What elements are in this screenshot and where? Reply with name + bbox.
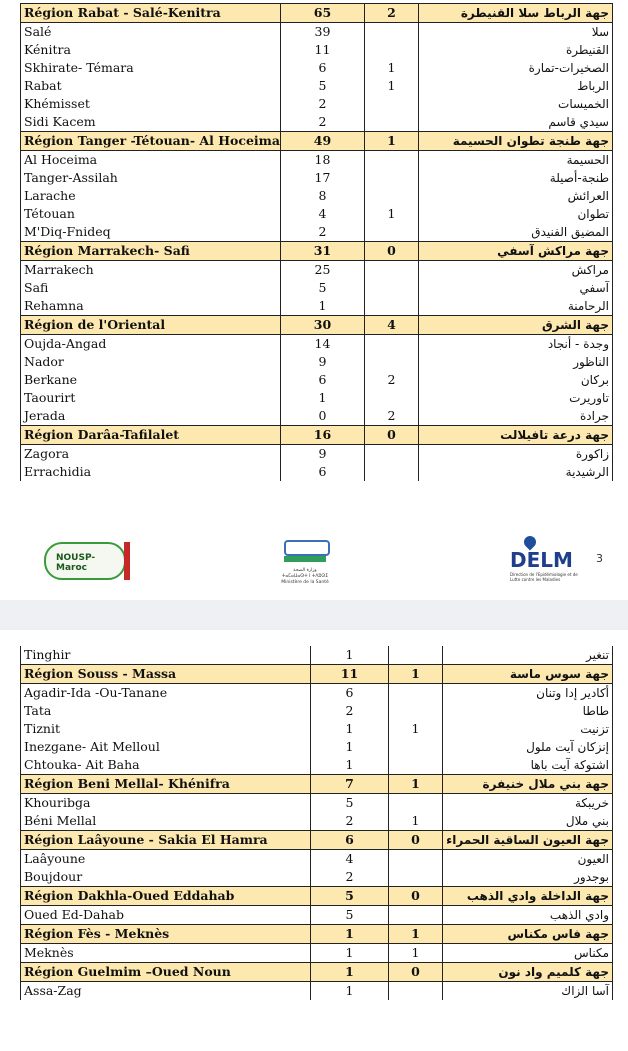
province-count: 2 bbox=[311, 868, 389, 887]
province-name-ar: الصخيرات-تمارة bbox=[419, 59, 613, 77]
province-name-fr: Tiznit bbox=[21, 720, 311, 738]
region-total: 7 bbox=[311, 775, 389, 794]
province-name-fr: Kénitra bbox=[21, 41, 281, 59]
region-total: 5 bbox=[311, 887, 389, 906]
table-row bbox=[21, 389, 613, 407]
province-name-fr: Tétouan bbox=[21, 205, 281, 223]
province-name-ar: أكادير إدا وتنان bbox=[443, 684, 613, 703]
province-name-fr: Jerada bbox=[21, 407, 281, 426]
province-name-ar: تطوان bbox=[419, 205, 613, 223]
region-header-row bbox=[21, 316, 613, 335]
region-name-ar: جهة فاس مكناس bbox=[443, 925, 613, 944]
ministry-caption: وزارة الصحة ⵜⴰⵎⴰⵡⴰⵙⵜ ⵏ ⵜⴷⵓⵙⵉ Ministère de la Santé bbox=[281, 568, 329, 585]
province-col2 bbox=[365, 41, 419, 59]
region-header-row bbox=[21, 426, 613, 445]
region-name-ar: جهة الشرق bbox=[419, 316, 613, 335]
province-count: 8 bbox=[281, 187, 365, 205]
table-row bbox=[21, 906, 613, 925]
province-col2 bbox=[365, 151, 419, 170]
province-name-ar: وادي الذهب bbox=[443, 906, 613, 925]
province-name-fr: Béni Mellal bbox=[21, 812, 311, 831]
province-col2 bbox=[365, 445, 419, 464]
region-col2: 0 bbox=[389, 831, 443, 850]
province-name-ar: تاوريرت bbox=[419, 389, 613, 407]
table-row bbox=[21, 944, 613, 963]
province-name-ar: مكناس bbox=[443, 944, 613, 963]
province-name-ar: المضيق الفنيدق bbox=[419, 223, 613, 242]
region-total: 30 bbox=[281, 316, 365, 335]
delm-caption: Direction de l'Epidémiologie et de Lutte contre les Maladies bbox=[510, 572, 578, 582]
table-row bbox=[21, 684, 613, 703]
delm-logo bbox=[510, 536, 580, 586]
province-col2 bbox=[365, 335, 419, 354]
province-count: 4 bbox=[281, 205, 365, 223]
region-total: 11 bbox=[311, 665, 389, 684]
province-count: 5 bbox=[281, 77, 365, 95]
province-name-fr: Meknès bbox=[21, 944, 311, 963]
province-count: 18 bbox=[281, 151, 365, 170]
province-name-ar: الناظور bbox=[419, 353, 613, 371]
nousp-logo bbox=[44, 542, 126, 580]
table-row bbox=[21, 738, 613, 756]
ministry-logo bbox=[280, 538, 330, 584]
province-name-ar: الرشيدية bbox=[419, 463, 613, 481]
region-header-row bbox=[21, 242, 613, 261]
province-name-fr: Marrakech bbox=[21, 261, 281, 280]
region-name-fr: Région Darâa-Tafilalet bbox=[21, 426, 281, 445]
province-name-fr: Agadir-Ida -Ou-Tanane bbox=[21, 684, 311, 703]
province-name-ar: بركان bbox=[419, 371, 613, 389]
region-name-fr: Région Laâyoune - Sakia El Hamra bbox=[21, 831, 311, 850]
table-row bbox=[21, 445, 613, 464]
province-col2: 1 bbox=[389, 944, 443, 963]
ministry-emblem-icon bbox=[284, 540, 330, 556]
province-col2 bbox=[389, 850, 443, 869]
province-name-ar: آسفي bbox=[419, 279, 613, 297]
table-row bbox=[21, 812, 613, 831]
province-name-fr: Oujda-Angad bbox=[21, 335, 281, 354]
region-name-ar: جهة درعة تافيلالت bbox=[419, 426, 613, 445]
page-separator bbox=[0, 600, 628, 630]
province-count: 5 bbox=[281, 279, 365, 297]
province-name-ar: بوجدور bbox=[443, 868, 613, 887]
region-col2: 0 bbox=[365, 242, 419, 261]
province-count: 9 bbox=[281, 445, 365, 464]
province-count: 1 bbox=[311, 982, 389, 1001]
table-row bbox=[21, 297, 613, 316]
province-col2 bbox=[365, 169, 419, 187]
province-col2 bbox=[389, 702, 443, 720]
page-footer bbox=[0, 530, 628, 595]
table-row bbox=[21, 223, 613, 242]
province-count: 25 bbox=[281, 261, 365, 280]
region-name-ar: جهة كلميم واد نون bbox=[443, 963, 613, 982]
province-name-ar: طاطا bbox=[443, 702, 613, 720]
table-row bbox=[21, 407, 613, 426]
province-name-fr: Assa-Zag bbox=[21, 982, 311, 1001]
province-count: 2 bbox=[311, 812, 389, 831]
province-count: 6 bbox=[281, 463, 365, 481]
province-count: 11 bbox=[281, 41, 365, 59]
province-name-ar: خريبكة bbox=[443, 794, 613, 813]
region-name-ar: جهة مراكش آسفي bbox=[419, 242, 613, 261]
region-col2: 1 bbox=[365, 132, 419, 151]
region-total: 1 bbox=[311, 963, 389, 982]
province-col2: 1 bbox=[389, 720, 443, 738]
table-row bbox=[21, 353, 613, 371]
region-header-row bbox=[21, 963, 613, 982]
province-col2 bbox=[365, 113, 419, 132]
province-name-ar: آسا الزاك bbox=[443, 982, 613, 1001]
region-name-fr: Région Marrakech- Safi bbox=[21, 242, 281, 261]
province-col2 bbox=[389, 982, 443, 1001]
region-name-ar: جهة طنجة تطوان الحسيمة bbox=[419, 132, 613, 151]
province-name-fr: Oued Ed-Dahab bbox=[21, 906, 311, 925]
province-col2 bbox=[389, 906, 443, 925]
province-name-ar: اشتوكة آيت باها bbox=[443, 756, 613, 775]
region-name-ar: جهة سوس ماسة bbox=[443, 665, 613, 684]
province-name-ar: القنيطرة bbox=[419, 41, 613, 59]
province-col2 bbox=[389, 646, 443, 665]
region-header-row bbox=[21, 665, 613, 684]
province-name-fr: Errachidia bbox=[21, 463, 281, 481]
region-total: 1 bbox=[311, 925, 389, 944]
province-count: 17 bbox=[281, 169, 365, 187]
province-name-ar: العرائش bbox=[419, 187, 613, 205]
province-count: 5 bbox=[311, 906, 389, 925]
province-name-ar: وجدة - أنجاد bbox=[419, 335, 613, 354]
region-name-fr: Région Rabat - Salé-Kenitra bbox=[21, 4, 281, 23]
province-count: 6 bbox=[311, 684, 389, 703]
region-total: 31 bbox=[281, 242, 365, 261]
table-row bbox=[21, 151, 613, 170]
province-count: 5 bbox=[311, 794, 389, 813]
province-name-fr: Boujdour bbox=[21, 868, 311, 887]
province-count: 2 bbox=[281, 113, 365, 132]
table-row bbox=[21, 463, 613, 481]
province-count: 1 bbox=[311, 720, 389, 738]
province-name-fr: Rehamna bbox=[21, 297, 281, 316]
province-col2 bbox=[365, 223, 419, 242]
province-name-fr: Salé bbox=[21, 23, 281, 42]
region-name-fr: Région Tanger -Tétouan- Al Hoceima bbox=[21, 132, 281, 151]
province-name-fr: Tinghir bbox=[21, 646, 311, 665]
province-name-ar: العيون bbox=[443, 850, 613, 869]
region-total: 16 bbox=[281, 426, 365, 445]
table-row bbox=[21, 279, 613, 297]
province-col2: 2 bbox=[365, 371, 419, 389]
province-name-ar: الرباط bbox=[419, 77, 613, 95]
province-count: 1 bbox=[311, 756, 389, 775]
table-row bbox=[21, 261, 613, 280]
region-name-fr: Région Guelmim –Oued Noun bbox=[21, 963, 311, 982]
region-name-fr: Région Souss - Massa bbox=[21, 665, 311, 684]
region-col2: 2 bbox=[365, 4, 419, 23]
region-name-ar: جهة العيون الساقية الحمراء bbox=[443, 831, 613, 850]
table-row bbox=[21, 187, 613, 205]
region-name-fr: Région Fès - Meknès bbox=[21, 925, 311, 944]
region-header-row bbox=[21, 925, 613, 944]
province-name-fr: Khémisset bbox=[21, 95, 281, 113]
region-col2: 4 bbox=[365, 316, 419, 335]
table-row bbox=[21, 95, 613, 113]
region-col2: 0 bbox=[365, 426, 419, 445]
province-name-fr: Sidi Kacem bbox=[21, 113, 281, 132]
table-row bbox=[21, 113, 613, 132]
province-name-fr: Nador bbox=[21, 353, 281, 371]
nousp-logo-label: NOUSP-Maroc bbox=[56, 553, 96, 573]
regional-table-page-2 bbox=[20, 646, 613, 1000]
province-count: 39 bbox=[281, 23, 365, 42]
region-total: 49 bbox=[281, 132, 365, 151]
table-row bbox=[21, 205, 613, 223]
province-col2: 1 bbox=[365, 205, 419, 223]
table-row bbox=[21, 756, 613, 775]
province-name-ar: جرادة bbox=[419, 407, 613, 426]
province-col2 bbox=[365, 389, 419, 407]
region-col2: 0 bbox=[389, 887, 443, 906]
province-name-ar: تنغير bbox=[443, 646, 613, 665]
table-row bbox=[21, 646, 613, 665]
table-row bbox=[21, 335, 613, 354]
province-col2 bbox=[389, 738, 443, 756]
province-name-fr: Rabat bbox=[21, 77, 281, 95]
province-name-ar: الحسيمة bbox=[419, 151, 613, 170]
province-col2 bbox=[389, 794, 443, 813]
province-name-fr: Laâyoune bbox=[21, 850, 311, 869]
region-name-fr: Région Beni Mellal- Khénifra bbox=[21, 775, 311, 794]
page-number: 3 bbox=[596, 552, 603, 565]
delm-logo-label: DELM bbox=[510, 548, 573, 572]
province-col2: 2 bbox=[365, 407, 419, 426]
province-name-fr: Inezgane- Ait Melloul bbox=[21, 738, 311, 756]
region-header-row bbox=[21, 887, 613, 906]
province-name-fr: Safi bbox=[21, 279, 281, 297]
province-name-fr: Khouribga bbox=[21, 794, 311, 813]
province-name-fr: Tata bbox=[21, 702, 311, 720]
province-name-ar: الرحامنة bbox=[419, 297, 613, 316]
province-count: 2 bbox=[281, 95, 365, 113]
province-col2 bbox=[365, 297, 419, 316]
table-row bbox=[21, 794, 613, 813]
table-row bbox=[21, 41, 613, 59]
region-name-fr: Région de l'Oriental bbox=[21, 316, 281, 335]
province-col2 bbox=[365, 261, 419, 280]
province-name-ar: سلا bbox=[419, 23, 613, 42]
province-count: 6 bbox=[281, 371, 365, 389]
region-total: 65 bbox=[281, 4, 365, 23]
province-count: 2 bbox=[311, 702, 389, 720]
province-name-ar: إنزكان آيت ملول bbox=[443, 738, 613, 756]
province-count: 4 bbox=[311, 850, 389, 869]
region-total: 6 bbox=[311, 831, 389, 850]
region-col2: 1 bbox=[389, 775, 443, 794]
table-row bbox=[21, 77, 613, 95]
table-row bbox=[21, 982, 613, 1001]
province-col2: 1 bbox=[389, 812, 443, 831]
region-col2: 0 bbox=[389, 963, 443, 982]
province-count: 0 bbox=[281, 407, 365, 426]
table-row bbox=[21, 169, 613, 187]
province-name-fr: Skhirate- Témara bbox=[21, 59, 281, 77]
province-count: 2 bbox=[281, 223, 365, 242]
province-name-fr: Larache bbox=[21, 187, 281, 205]
regional-table-page-1 bbox=[20, 3, 613, 481]
table-row bbox=[21, 59, 613, 77]
province-count: 1 bbox=[311, 646, 389, 665]
province-name-fr: Tanger-Assilah bbox=[21, 169, 281, 187]
province-count: 1 bbox=[311, 738, 389, 756]
region-header-row bbox=[21, 132, 613, 151]
province-count: 6 bbox=[281, 59, 365, 77]
province-name-ar: سيدي قاسم bbox=[419, 113, 613, 132]
table-row bbox=[21, 850, 613, 869]
province-col2 bbox=[389, 868, 443, 887]
province-name-fr: Zagora bbox=[21, 445, 281, 464]
flag-stripe-icon bbox=[124, 542, 130, 580]
province-count: 1 bbox=[311, 944, 389, 963]
region-name-ar: جهة بني ملال خنيفرة bbox=[443, 775, 613, 794]
province-name-ar: طنجة-أصيلة bbox=[419, 169, 613, 187]
region-col2: 1 bbox=[389, 925, 443, 944]
province-name-fr: Al Hoceima bbox=[21, 151, 281, 170]
region-header-row bbox=[21, 831, 613, 850]
province-col2: 1 bbox=[365, 59, 419, 77]
ministry-emblem-stripe bbox=[284, 556, 326, 562]
province-name-fr: Chtouka- Ait Baha bbox=[21, 756, 311, 775]
province-col2 bbox=[365, 23, 419, 42]
province-count: 9 bbox=[281, 353, 365, 371]
province-col2: 1 bbox=[365, 77, 419, 95]
province-col2 bbox=[365, 95, 419, 113]
province-count: 1 bbox=[281, 389, 365, 407]
province-col2 bbox=[365, 463, 419, 481]
province-name-fr: Taourirt bbox=[21, 389, 281, 407]
province-col2 bbox=[365, 187, 419, 205]
province-col2 bbox=[389, 756, 443, 775]
region-name-ar: جهة الرباط سلا القنيطرة bbox=[419, 4, 613, 23]
province-name-ar: زاكورة bbox=[419, 445, 613, 464]
region-col2: 1 bbox=[389, 665, 443, 684]
province-name-ar: بني ملال bbox=[443, 812, 613, 831]
province-col2 bbox=[365, 353, 419, 371]
table-row bbox=[21, 371, 613, 389]
region-header-row bbox=[21, 775, 613, 794]
table-row bbox=[21, 868, 613, 887]
province-name-fr: M'Diq-Fnideq bbox=[21, 223, 281, 242]
province-name-fr: Berkane bbox=[21, 371, 281, 389]
province-col2 bbox=[365, 279, 419, 297]
province-name-ar: مراكش bbox=[419, 261, 613, 280]
province-count: 14 bbox=[281, 335, 365, 354]
province-name-ar: تزنيت bbox=[443, 720, 613, 738]
table-row bbox=[21, 720, 613, 738]
table-row bbox=[21, 23, 613, 42]
region-header-row bbox=[21, 4, 613, 23]
province-col2 bbox=[389, 684, 443, 703]
province-name-ar: الخميسات bbox=[419, 95, 613, 113]
province-count: 1 bbox=[281, 297, 365, 316]
table-row bbox=[21, 702, 613, 720]
region-name-fr: Région Dakhla-Oued Eddahab bbox=[21, 887, 311, 906]
region-name-ar: جهة الداخلة وادي الذهب bbox=[443, 887, 613, 906]
